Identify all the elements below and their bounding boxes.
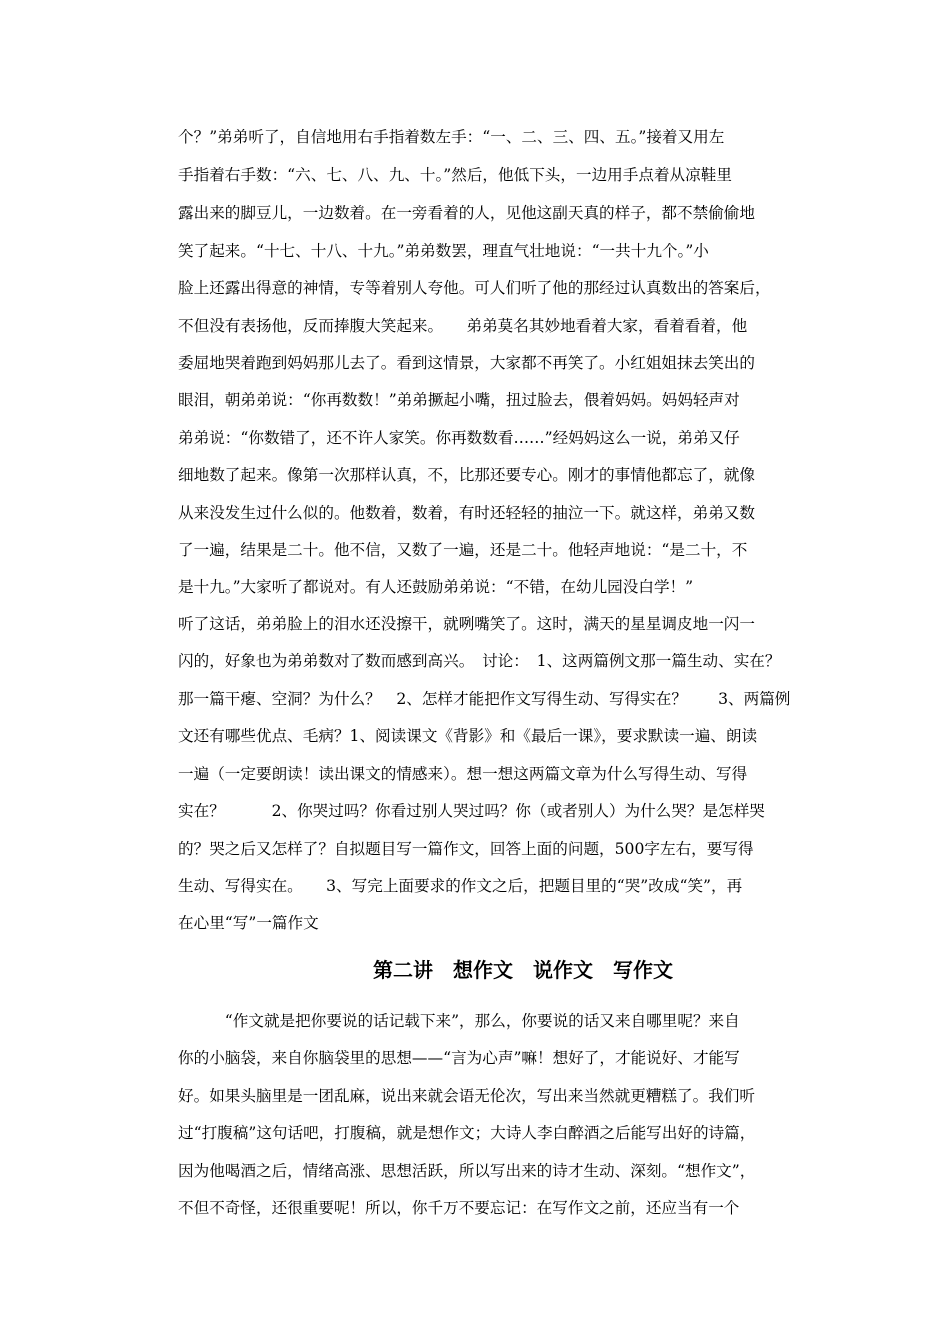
text-line: 不但没有表扬他，反而捧腹大笑起来。 弟弟莫名其妙地看着大家，看着看着，他 — [178, 317, 748, 335]
text-line: 委屈地哭着跑到妈妈那儿去了。看到这情景，大家都不再笑了。小红姐姐抹去笑出的 — [178, 354, 755, 372]
text-line: “作文就是把你要说的话记载下来”，那么，你要说的话又来自哪里呢？来自 — [178, 1012, 740, 1030]
text-line: 个？”弟弟听了，自信地用右手指着数左手：“一、二、三、四、五。”接着又用左 — [178, 128, 725, 146]
text-line: 生动、写得实在。 3、写完上面要求的作文之后，把题目里的“哭”改成“笑”，再 — [178, 877, 743, 895]
text-line: 不但不奇怪，还很重要呢！所以，你千万不要忘记：在写作文之前，还应当有一个 — [178, 1199, 740, 1217]
text-line: 了一遍，结果是二十。他不信，又数了一遍，还是二十。他轻声地说：“是二十，不 — [178, 541, 748, 559]
text-line: 好。如果头脑里是一团乱麻，说出来就会语无伦次，写出来当然就更糟糕了。我们听 — [178, 1087, 755, 1105]
text-line: 露出来的脚豆儿，一边数着。在一旁看着的人，见他这副天真的样子，都不禁偷偷地 — [178, 204, 755, 222]
text-line: 眼泪，朝弟弟说：“你再数数！”弟弟撅起小嘴，扭过脸去，偎着妈妈。妈妈轻声对 — [178, 391, 740, 409]
text-line: 弟弟说：“你数错了，还不许人家笑。你再数数看……”经妈妈这么一说，弟弟又仔 — [178, 429, 740, 447]
text-line: 脸上还露出得意的神情，专等着别人夸他。可人们听了他的那经过认真数出的答案后， — [178, 279, 771, 297]
text-line: 实在？ 2、你哭过吗？你看过别人哭过吗？你（或者别人）为什么哭？是怎样哭 — [178, 802, 765, 820]
section-heading: 第二讲 想作文 说作文 写作文 — [373, 958, 673, 982]
text-line: 听了这话，弟弟脸上的泪水还没擦干，就咧嘴笑了。这时，满天的星星调皮地一闪一 — [178, 615, 755, 633]
text-line: 细地数了起来。像第一次那样认真，不，比那还要专心。刚才的事情他都忘了，就像 — [178, 466, 755, 484]
text-line: 一遍（一定要朗读！读出课文的情感来）。想一想这两篇文章为什么写得生动、写得 — [178, 765, 748, 783]
text-line: 是十九。”大家听了都说对。有人还鼓励弟弟说：“不错，在幼儿园没白学！” — [178, 578, 694, 596]
text-line: 在心里“写”一篇作文 — [178, 914, 319, 932]
text-line: 因为他喝酒之后，情绪高涨、思想活跃，所以写出来的诗才生动、深刻。“想作文”， — [178, 1162, 756, 1180]
text-line: 手指着右手数：“六、七、八、九、十。”然后，他低下头，一边用手点着从凉鞋里 — [178, 166, 732, 184]
text-line: 文还有哪些优点、毛病？1、阅读课文《背影》和《最后一课》，要求默读一遍、朗读 — [178, 727, 758, 745]
text-line: 你的小脑袋，来自你脑袋里的思想——“言为心声”嘛！想好了，才能说好、才能写 — [178, 1049, 740, 1067]
text-line: 笑了起来。“十七、十八、十九。”弟弟数罢，理直气壮地说：“一共十九个。”小 — [178, 242, 709, 260]
text-line: 那一篇干瘪、空洞？为什么？ 2、怎样才能把作文写得生动、写得实在？ 3、两篇例 — [178, 690, 791, 708]
text-line: 从来没发生过什么似的。他数着，数着，有时还轻轻的抽泣一下。就这样，弟弟又数 — [178, 504, 755, 522]
text-line: 的？哭之后又怎样了？自拟题目写一篇作文，回答上面的问题，500字左右，要写得 — [178, 840, 754, 858]
text-line: 闪的，好象也为弟弟数对了数而感到高兴。 讨论： 1、这两篇例文那一篇生动、实在？ — [178, 652, 781, 670]
text-line: 过“打腹稿”这句话吧，打腹稿，就是想作文；大诗人李白醉酒之后能写出好的诗篇， — [178, 1124, 756, 1142]
